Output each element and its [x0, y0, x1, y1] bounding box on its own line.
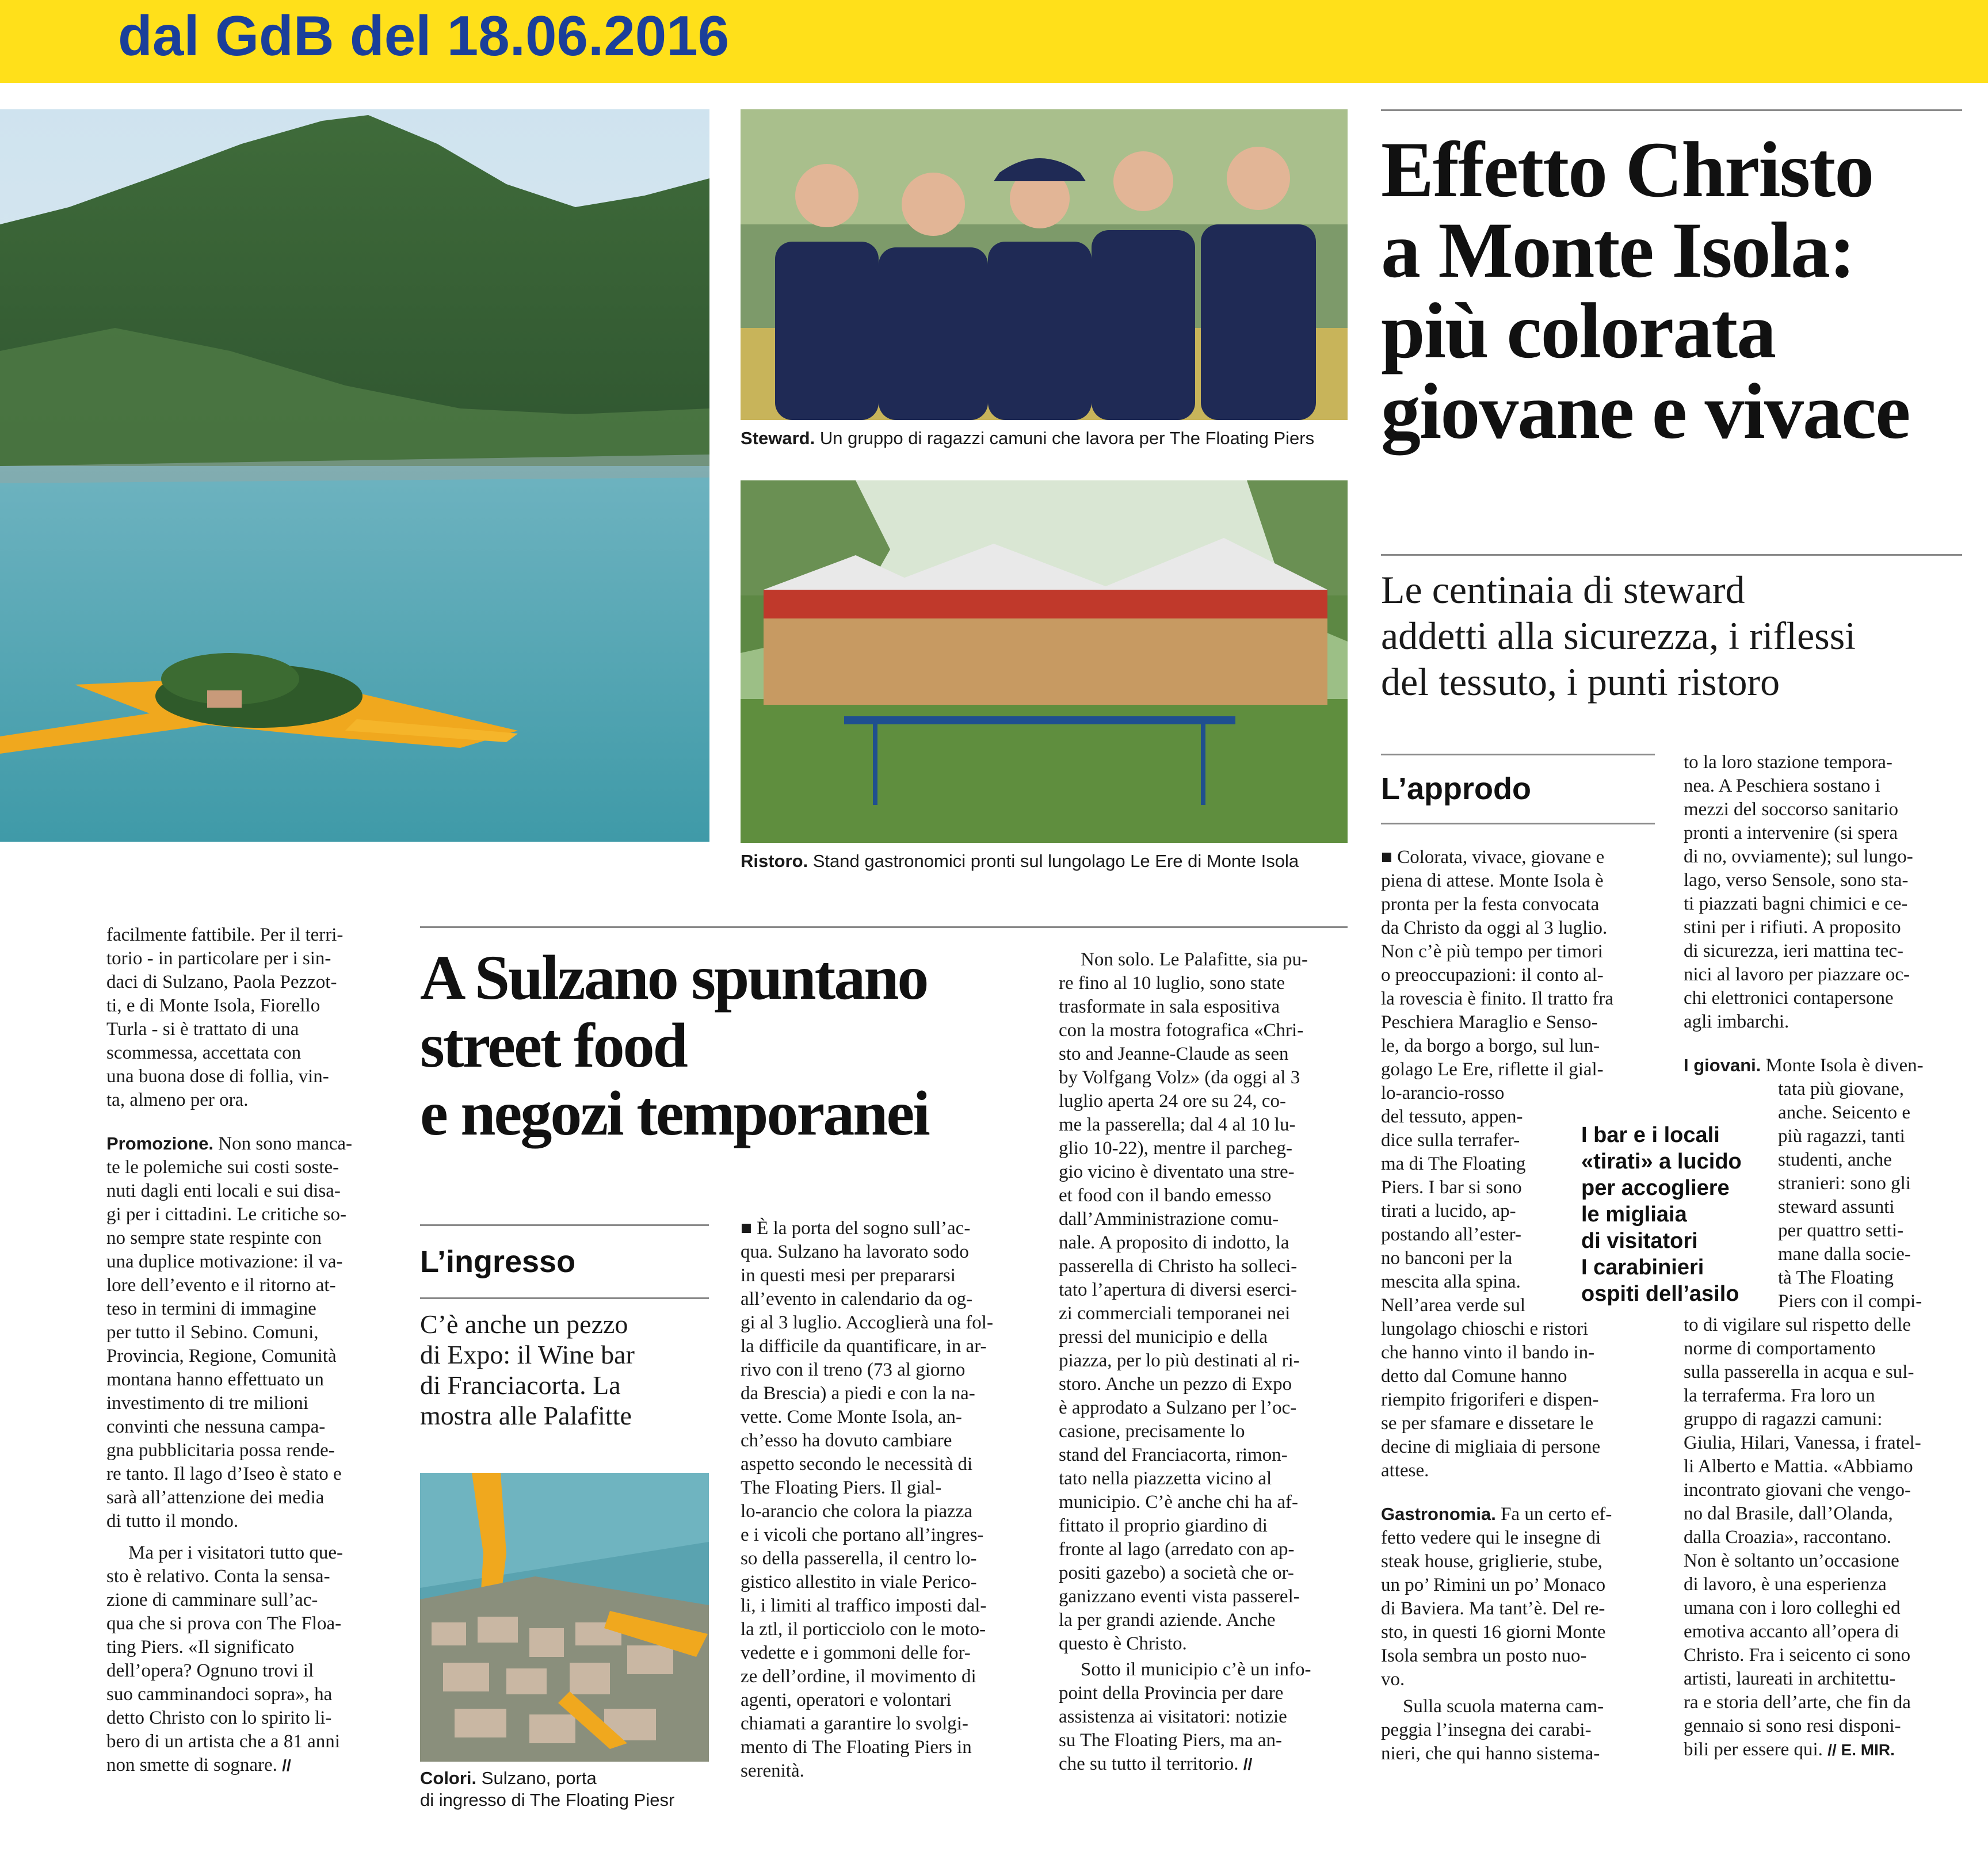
text-line: sto and Jeanne-Claude as seen: [1059, 1044, 1289, 1064]
text-line: ch’esso ha dovuto cambiare: [741, 1430, 952, 1451]
text-line: by Volfgang Volz» (da oggi al 3: [1059, 1067, 1300, 1088]
text-line: [1684, 1738, 1962, 1762]
text-line: no dal Brasile, dall’Olanda,: [1684, 1503, 1893, 1524]
text-line: gi per i cittadini. Le critiche so-: [106, 1204, 346, 1225]
text-line: re fino al 10 luglio, sono state: [1059, 973, 1285, 994]
steward-photo: [741, 109, 1348, 420]
text-line: di Baviera. Ma tant’è. Del re-: [1381, 1598, 1605, 1619]
text-line: incontrato giovani che vengo-: [1684, 1480, 1911, 1500]
text-line: municipio. C’è anche chi ha af-: [1059, 1492, 1298, 1513]
text-line: assistenza ai visitatori: notizie: [1059, 1706, 1287, 1727]
text-line: sarà all’attenzione dei media: [106, 1487, 325, 1508]
text-line: te le polemiche sui costi soste-: [106, 1157, 339, 1178]
text-line: gistico allestito in viale Perico-: [741, 1572, 977, 1593]
approdo-paragraph-3: [1381, 1695, 1655, 1766]
text-line: studenti, anche: [1778, 1150, 1892, 1170]
main-subhead-line-2: addetti alla sicurezza, i riflessi: [1381, 614, 1856, 658]
divider-rule: [1381, 823, 1655, 824]
sulzano-headline: [420, 944, 929, 1147]
text-line: mento di The Floating Piers in: [741, 1737, 972, 1758]
text-line: [106, 1132, 391, 1156]
text-line: stranieri: sono gli: [1778, 1173, 1911, 1194]
text-line: piazza, per lo più destinati al ri-: [1059, 1350, 1300, 1371]
text-span: non smette di sognare.: [106, 1755, 277, 1775]
landscape-photo-icon: [0, 109, 709, 842]
text-line: emotiva accanto all’opera di: [1684, 1621, 1899, 1642]
text-line: postando all’ester-: [1381, 1224, 1522, 1245]
text-line: di sicurezza, ieri mattina tec-: [1684, 941, 1904, 961]
divider-rule: [420, 1297, 709, 1299]
text-line: Peschiera Maraglio e Senso-: [1381, 1012, 1598, 1033]
gastronomia-lead: Gastronomia.: [1381, 1504, 1496, 1524]
text-line: sto è relativo. Conta la sensa-: [106, 1566, 330, 1587]
text-line: trasformate in sala espositiva: [1059, 996, 1280, 1017]
text-span: che su tutto il territorio.: [1059, 1754, 1239, 1774]
text-line: peggia l’insegna dei carabi-: [1381, 1720, 1592, 1740]
text-line: fronte al lago (arredato con ap-: [1059, 1539, 1295, 1560]
text-line: la per grandi aziende. Anche: [1059, 1610, 1276, 1630]
text-line: agenti, operatori e volontari: [741, 1690, 952, 1710]
text-line: teso in termini di immagine: [106, 1299, 316, 1319]
text-line: [1684, 1053, 1962, 1078]
sulzano-column-1: [741, 1217, 1031, 1783]
text-line: li Alberto e Mattia. «Abbiamo: [1684, 1456, 1913, 1477]
text-line: umana con i loro colleghi ed: [1684, 1598, 1901, 1618]
text-line: Non è soltanto un’occasione: [1684, 1551, 1899, 1571]
text-line: Nell’area verde sul: [1381, 1295, 1526, 1316]
text-line: chi elettronici contapersone: [1684, 988, 1894, 1009]
text-line: lungolago chioschi e ristori: [1381, 1319, 1589, 1339]
text-line: ma di The Floating: [1381, 1154, 1526, 1174]
approdo-section-label: L’approdo: [1381, 772, 1531, 806]
text-line: me la passerella; dal 4 al 10 lu-: [1059, 1114, 1296, 1135]
banner-title: dal GdB del 18.06.2016: [118, 4, 730, 67]
text-line: di no, ovviamente); sul lungo-: [1684, 846, 1913, 867]
text-span: Non sono manca-: [213, 1133, 353, 1154]
text-line: pronti a intervenire (si spera: [1684, 823, 1898, 843]
text-line: convinti che nessuna campa-: [106, 1416, 326, 1437]
text-line: è approdato a Sulzano per l’oc-: [1059, 1397, 1297, 1418]
text-line: di lavoro, è una esperienza: [1684, 1574, 1887, 1595]
text-line: nale. A proposito di indotto, la: [1059, 1232, 1289, 1253]
text-line: norme di comportamento: [1684, 1338, 1876, 1359]
text-line: che hanno vinto il bando in-: [1381, 1342, 1595, 1363]
text-line: vo.: [1381, 1669, 1405, 1690]
text-line: [106, 1754, 391, 1777]
text-line: se per sfamare e dissetare le: [1381, 1413, 1594, 1434]
pull-quote-line: ospiti dell’asilo: [1581, 1282, 1739, 1306]
text-line: all’evento in calendario da og-: [741, 1289, 973, 1309]
text-line: re tanto. Il lago d’Iseo è stato e: [106, 1464, 342, 1484]
left-paragraph-1: [106, 923, 391, 1112]
text-line: mezzi del soccorso sanitario: [1684, 799, 1898, 820]
text-line: Piers con il compi-: [1778, 1291, 1922, 1312]
colori-caption: [420, 1767, 674, 1811]
ristoro-caption: [741, 850, 1299, 872]
text-line: per quattro setti-: [1778, 1220, 1904, 1241]
sulzano-subhead-line-3: di Franciacorta. La: [420, 1370, 621, 1400]
text-line: anche. Seicento e: [1778, 1102, 1910, 1123]
text-line: stini per i rifiuti. A proposito: [1684, 917, 1901, 938]
text-line: su The Floating Piers, ma an-: [1059, 1730, 1283, 1751]
text-span: Monte Isola è diven-: [1761, 1055, 1924, 1076]
giovani-lead: I giovani.: [1684, 1055, 1761, 1075]
text-line: dalla Croazia», raccontano.: [1684, 1527, 1891, 1548]
sulzano-paragraph-2: [1059, 948, 1348, 1656]
text-line: to la loro stazione tempora-: [1684, 752, 1892, 773]
text-line: no sempre state respinte con: [106, 1228, 322, 1248]
sulzano-headline-line-1: A Sulzano spuntano: [420, 942, 928, 1013]
text-line: Turla - si è trattato di una: [106, 1019, 299, 1040]
text-line: o preoccupazioni: il conto al-: [1381, 965, 1604, 986]
text-line: positi gazebo) a società che or-: [1059, 1563, 1294, 1583]
pull-quote-line: I carabinieri: [1581, 1255, 1704, 1280]
ristoro-caption-lead: Ristoro.: [741, 851, 808, 871]
text-line: casione, precisamente lo: [1059, 1421, 1245, 1442]
divider-rule: [420, 926, 1348, 928]
text-line: luglio aperta 24 ore su 24, co-: [1059, 1091, 1286, 1112]
text-line: fittato il proprio giardino di: [1059, 1515, 1268, 1536]
aerial-town-photo-icon: [420, 1473, 709, 1762]
text-line: questo è Christo.: [1059, 1633, 1187, 1654]
sulzano-subhead-line-2: di Expo: il Wine bar: [420, 1340, 635, 1369]
text-line: piena di attese. Monte Isola è: [1381, 870, 1604, 891]
text-line: tato l’apertura di diversi eserci-: [1059, 1280, 1298, 1300]
sulzano-column-2: [1059, 948, 1348, 1776]
text-line: vedette e i gommoni delle for-: [741, 1643, 971, 1663]
text-line: steward assunti: [1778, 1197, 1895, 1217]
text-line: gennaio si sono resi disponi-: [1684, 1716, 1901, 1736]
approdo-paragraph-5: [1684, 1053, 1962, 1762]
divider-rule: [1381, 109, 1962, 111]
pull-quote-line: per accogliere: [1581, 1176, 1730, 1200]
text-line: steak house, griglierie, stube,: [1381, 1551, 1602, 1572]
colori-caption-lead: Colori.: [420, 1768, 477, 1788]
text-line: suo camminandoci sopra», ha: [106, 1684, 333, 1705]
steward-caption: [741, 427, 1314, 449]
text-line: lago, verso Sensole, sono sta-: [1684, 870, 1909, 891]
text-line: mane dalla socie-: [1778, 1244, 1911, 1265]
text-line: Isola sembra un posto nuo-: [1381, 1645, 1587, 1666]
text-line: Non solo. Le Palafitte, sia pu-: [1081, 949, 1308, 970]
sulzano-subhead-line-1: C’è anche un pezzo: [420, 1309, 628, 1339]
text-line: Sulla scuola materna cam-: [1403, 1696, 1604, 1717]
text-line: da Brescia) a piedi e con la na-: [741, 1383, 975, 1404]
text-line: in questi mesi per prepararsi: [741, 1265, 956, 1286]
text-span: bili per essere qui.: [1684, 1739, 1823, 1760]
text-line: Non c’è più tempo per timori: [1381, 941, 1603, 962]
approdo-paragraph-2: [1381, 1502, 1655, 1691]
text-line: Giulia, Hilari, Vanessa, i fratel-: [1684, 1433, 1921, 1453]
text-line: detto dal Comune hanno: [1381, 1366, 1567, 1387]
text-line: gna pubblicitaria possa rende-: [106, 1440, 335, 1461]
text-line: ■ Colorata, vivace, giovane e: [1381, 847, 1605, 868]
text-line: gi al 3 luglio. Accoglierà una fol-: [741, 1312, 993, 1333]
text-line: golago Le Ere, riflette il gial-: [1381, 1059, 1604, 1080]
text-line: lo-arancio-rosso: [1381, 1083, 1505, 1103]
steward-caption-text: Un gruppo di ragazzi camuni che lavora per The Floating Piers: [815, 428, 1315, 448]
text-line: [1381, 1502, 1655, 1526]
main-subhead-line-3: del tessuto, i punti ristoro: [1381, 660, 1780, 704]
text-line: qua. Sulzano ha lavorato sodo: [741, 1242, 969, 1262]
text-line: glio 10-22), mentre il parcheg-: [1059, 1138, 1292, 1159]
text-line: ze dell’ordine, il movimento di: [741, 1666, 976, 1687]
divider-rule: [1381, 554, 1962, 556]
text-line: point della Provincia per dare: [1059, 1683, 1284, 1704]
main-headline-line-2: a Monte Isola:: [1381, 206, 1855, 294]
sulzano-subhead-line-4: mostra alle Palafitte: [420, 1401, 632, 1430]
people-photo-icon: [741, 109, 1348, 420]
text-line: rivo con il treno (73 al giorno: [741, 1359, 966, 1380]
promozione-lead: Promozione.: [106, 1133, 214, 1154]
text-line: gruppo di ragazzi camuni:: [1684, 1409, 1883, 1430]
text-line: ting Piers. «Il significato: [106, 1637, 295, 1658]
approdo-paragraph-4: [1684, 751, 1962, 1034]
left-paragraph-3: [106, 1541, 391, 1777]
sulzano-headline-line-2: street food: [420, 1010, 686, 1080]
text-line: scommessa, accettata con: [106, 1042, 302, 1063]
text-line: un po’ Rimini un po’ Monaco: [1381, 1575, 1606, 1595]
text-line: investimento di tre milioni: [106, 1393, 309, 1414]
text-span: Fa un certo ef-: [1495, 1504, 1612, 1525]
text-line: daci di Sulzano, Paola Pezzot-: [106, 972, 337, 992]
text-line: storo. Anche un pezzo di Expo: [1059, 1374, 1292, 1395]
colori-caption-text-2: di ingresso di The Floating Piesr: [420, 1790, 675, 1810]
text-line: chiamati a garantire lo svolgi-: [741, 1713, 968, 1734]
text-line: mescita alla spina.: [1381, 1271, 1521, 1292]
text-line: no banconi per la: [1381, 1248, 1513, 1269]
text-line: la rovescia è finito. Il tratto fra: [1381, 988, 1614, 1009]
divider-rule: [1381, 754, 1655, 755]
text-line: serenità.: [741, 1760, 804, 1781]
sulzano-subhead: [420, 1309, 635, 1431]
text-line: Ma per i visitatori tutto que-: [128, 1542, 344, 1563]
text-line: dall’Amministrazione comu-: [1059, 1209, 1279, 1229]
pull-quote-line: I bar e i locali: [1581, 1123, 1720, 1147]
text-line: ti piazzati bagni chimici e ce-: [1684, 893, 1908, 914]
text-line: la terraferma. Fra loro un: [1684, 1385, 1875, 1406]
pull-quote-line: di visitatori: [1581, 1229, 1698, 1253]
text-line: montana hanno effettuato un: [106, 1369, 324, 1390]
approdo-column-2: [1684, 751, 1962, 1762]
text-line: e i vicoli che portano all’ingres-: [741, 1525, 984, 1545]
text-line: una buona dose di follia, vin-: [106, 1066, 329, 1087]
steward-caption-lead: Steward.: [741, 428, 815, 448]
text-line: torio - in particolare per i sin-: [106, 948, 331, 969]
text-line: ti, e di Monte Isola, Fiorello: [106, 995, 320, 1016]
text-line: tata più giovane,: [1778, 1079, 1905, 1099]
text-line: una duplice motivazione: il va-: [106, 1251, 343, 1272]
text-line: bero di un artista che a 81 anni: [106, 1731, 340, 1752]
main-subhead-line-1: Le centinaia di steward: [1381, 568, 1745, 612]
text-line: [420, 1767, 674, 1789]
text-line: sulla passerella in acqua e sul-: [1684, 1362, 1914, 1383]
pull-quote-line: le migliaia: [1581, 1202, 1687, 1227]
lake-photo: [0, 109, 709, 842]
text-line: pressi del municipio e della: [1059, 1327, 1268, 1347]
kiosk-photo-icon: [741, 480, 1348, 843]
main-headline-line-4: giovane e vivace: [1381, 367, 1910, 455]
text-line: to di vigilare sul rispetto delle: [1684, 1315, 1911, 1335]
text-line: artisti, laureati in architettu-: [1684, 1668, 1896, 1689]
text-line: Sotto il municipio c’è un info-: [1081, 1659, 1311, 1680]
end-signature: //: [1243, 1755, 1253, 1773]
text-line: lore dell’evento e il ritorno at-: [106, 1275, 336, 1296]
text-line: nici al lavoro per piazzare oc-: [1684, 964, 1910, 985]
text-line: riempito frigoriferi e dispen-: [1381, 1389, 1599, 1410]
text-line: nea. A Peschiera sostano i: [1684, 776, 1880, 796]
text-line: Piers. I bar si sono: [1381, 1177, 1522, 1198]
main-headline-line-3: più colorata: [1381, 287, 1776, 375]
text-line: ■ È la porta del sogno sull’ac-: [741, 1218, 971, 1239]
pull-quote-line: «tirati» a lucido: [1581, 1150, 1742, 1174]
text-line: la ztl, il porticciolo con le moto-: [741, 1619, 986, 1640]
sulzano-headline-line-3: e negozi temporanei: [420, 1078, 929, 1148]
sulzano-paragraph-3: [1059, 1658, 1348, 1776]
text-line: zione di camminare sull’ac-: [106, 1590, 318, 1610]
colori-caption-text: Sulzano, porta: [476, 1768, 597, 1788]
text-line: aspetto secondo le necessità di: [741, 1454, 973, 1475]
text-line: tato nella piazzetta vicino al: [1059, 1468, 1272, 1489]
ristoro-photo: [741, 480, 1348, 843]
text-line: agli imbarchi.: [1684, 1011, 1789, 1032]
text-line: da Christo da oggi al 3 luglio.: [1381, 918, 1608, 938]
text-line: con la mostra fotografica «Chri-: [1059, 1020, 1304, 1041]
author-signature: // E. MIR.: [1827, 1741, 1895, 1759]
text-line: del tessuto, appen-: [1381, 1106, 1523, 1127]
text-line: di tutto il mondo.: [106, 1511, 239, 1532]
divider-rule: [420, 1224, 709, 1226]
left-paragraph-2: [106, 1132, 391, 1533]
ingresso-section-label: L’ingresso: [420, 1244, 576, 1279]
text-line: vette. Come Monte Isola, an-: [741, 1407, 962, 1427]
text-line: The Floating Piers. Il gial-: [741, 1477, 942, 1498]
text-line: detto Christo con lo spirito li-: [106, 1708, 332, 1728]
text-line: la difficile da quantificare, in ar-: [741, 1336, 987, 1357]
text-line: pronta per la festa convocata: [1381, 894, 1600, 915]
text-line: passerella di Christo ha solleci-: [1059, 1256, 1298, 1277]
text-line: le, da borgo a borgo, sul lun-: [1381, 1036, 1600, 1056]
text-line: più ragazzi, tanti: [1778, 1126, 1905, 1147]
main-subhead: [1381, 567, 1856, 705]
text-line: dell’opera? Ognuno trovi il: [106, 1660, 314, 1681]
text-line: fetto vedere qui le insegne di: [1381, 1527, 1601, 1548]
text-line: nieri, che qui hanno sistema-: [1381, 1743, 1600, 1764]
text-line: li, i limiti al traffico imposti dal-: [741, 1595, 987, 1616]
text-line: tà The Floating: [1778, 1267, 1894, 1288]
main-headline-line-1: Effetto Christo: [1381, 125, 1873, 213]
text-line: Christo. Fra i seicento ci sono: [1684, 1645, 1911, 1666]
text-line: lo-arancio che colora la piazza: [741, 1501, 973, 1522]
text-line: nuti dagli enti locali e sui disa-: [106, 1181, 341, 1201]
text-line: facilmente fattibile. Per il terri-: [106, 925, 344, 945]
text-line: [1059, 1752, 1348, 1776]
text-line: decine di migliaia di persone: [1381, 1437, 1601, 1457]
text-line: sto, in questi 16 giorni Monte: [1381, 1622, 1606, 1643]
text-line: qua che si prova con The Floa-: [106, 1613, 342, 1634]
text-line: Provincia, Regione, Comunità: [106, 1346, 337, 1366]
left-column: [106, 923, 391, 1777]
text-line: per tutto il Sebino. Comuni,: [106, 1322, 319, 1343]
text-line: tirati a lucido, ap-: [1381, 1201, 1516, 1221]
ristoro-caption-text: Stand gastronomici pronti sul lungolago Le Ere di Monte Isola: [808, 851, 1299, 871]
text-line: dice sulla terrafer-: [1381, 1130, 1520, 1151]
text-line: et food con il bando emesso: [1059, 1185, 1272, 1206]
sulzano-photo: [420, 1473, 709, 1762]
text-line: attese.: [1381, 1460, 1429, 1481]
end-signature: //: [282, 1756, 291, 1774]
text-line: stand del Franciacorta, rimon-: [1059, 1445, 1288, 1465]
text-line: zi commerciali temporanei nei: [1059, 1303, 1291, 1324]
text-line: so della passerella, il centro lo-: [741, 1548, 977, 1569]
main-headline: [1381, 125, 1910, 455]
text-line: ra e storia dell’arte, che fin da: [1684, 1692, 1911, 1713]
text-line: gio vicino è diventato una stre-: [1059, 1162, 1295, 1182]
text-line: ganizzano eventi vista passerel-: [1059, 1586, 1300, 1607]
text-line: ta, almeno per ora.: [106, 1090, 249, 1110]
